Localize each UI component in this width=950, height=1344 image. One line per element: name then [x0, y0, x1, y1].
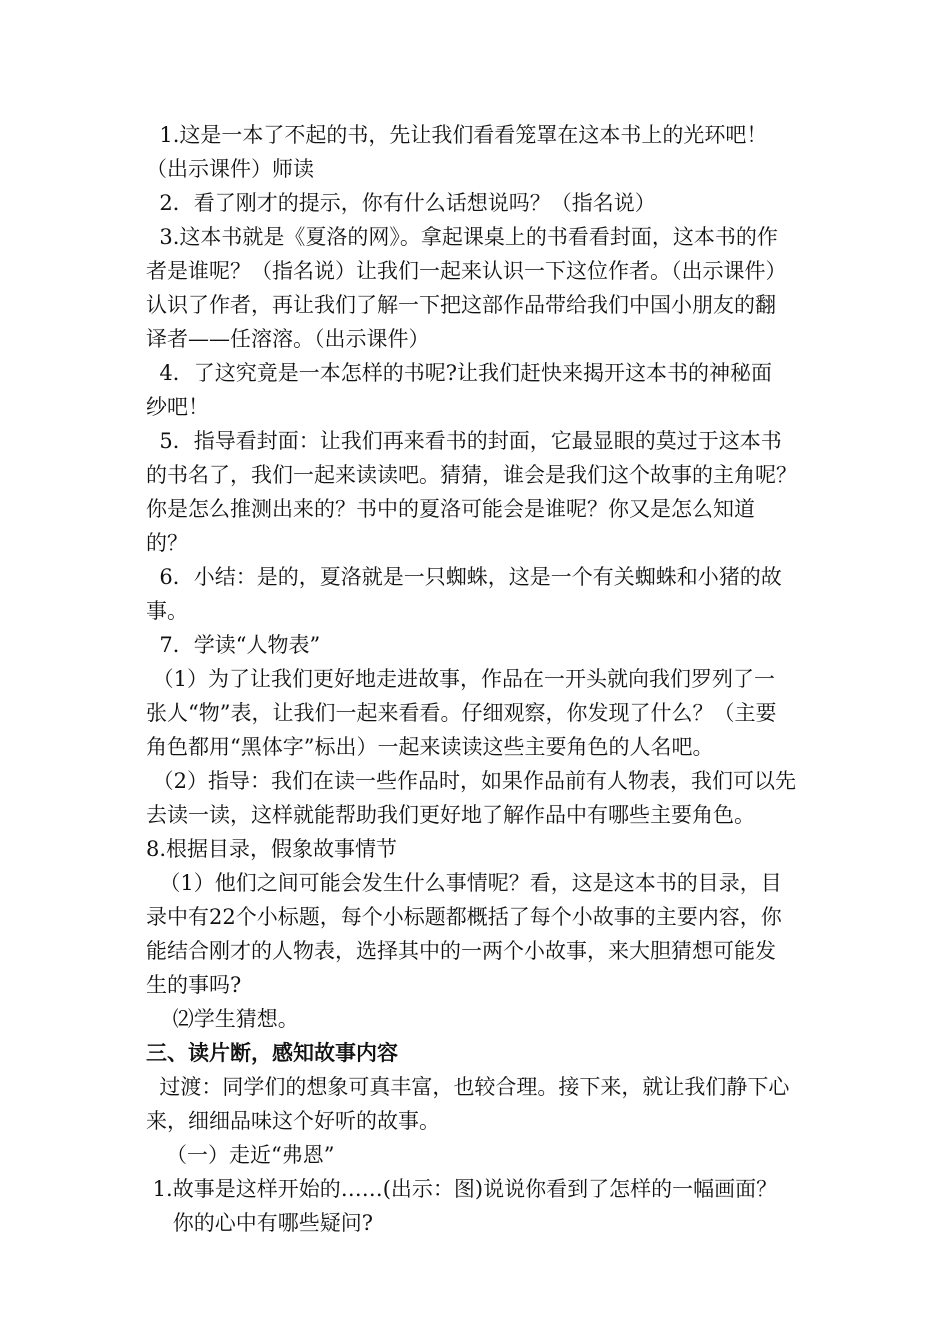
paragraph-line: 过渡：同学们的想象可真丰富，也较合理。接下来，就让我们静下心: [146, 1075, 790, 1099]
paragraph-line: ⑵学生猜想。: [146, 1007, 299, 1031]
paragraph-line: 4．了这究竟是一本怎样的书呢?让我们赶快来揭开这本书的神秘面: [146, 361, 772, 385]
paragraph-line: （出示课件）师读: [146, 157, 314, 181]
paragraph-line: 认识了作者，再让我们了解一下把这部作品带给我们中国小朋友的翻: [146, 293, 776, 317]
paragraph-line: 你是怎么推测出来的？书中的夏洛可能会是谁呢？你又是怎么知道: [146, 497, 755, 521]
paragraph-line: 7．学读“人物表”: [146, 633, 321, 657]
paragraph-line: 生的事吗?: [146, 973, 242, 997]
paragraph-line: 1.故事是这样开始的……(出示：图)说说你看到了怎样的一幅画面？: [146, 1177, 778, 1201]
paragraph-line: 的？: [146, 531, 188, 555]
paragraph-line: 来，细细品味这个好听的故事。: [146, 1109, 440, 1133]
paragraph-line: 8.根据目录，假象故事情节: [146, 837, 398, 861]
paragraph-line: 纱吧！: [146, 395, 209, 419]
paragraph-line: 1.这是一本了不起的书，先让我们看看笼罩在这本书上的光环吧！: [146, 123, 768, 147]
subsection-heading: （一）走近“弗恩”: [146, 1143, 335, 1167]
paragraph-line: 5．指导看封面：让我们再来看书的封面，它最显眼的莫过于这本书: [146, 429, 782, 453]
paragraph-line: 张人“物”表，让我们一起来看看。仔细观察，你发现了什么？（主要: [146, 701, 777, 725]
paragraph-line: 录中有22个小标题，每个小标题都概括了每个小故事的主要内容，你: [146, 905, 782, 929]
paragraph-line: 2．看了刚才的提示，你有什么话想说吗？（指名说）: [146, 191, 656, 215]
paragraph-line: 事。: [146, 599, 188, 623]
paragraph-line: 你的心中有哪些疑问?: [146, 1211, 373, 1235]
paragraph-line: 的书名了，我们一起来读读吧。猜猜，谁会是我们这个故事的主角呢？: [146, 463, 797, 487]
paragraph-line: 译者——任溶溶。（出示课件）: [146, 327, 430, 351]
paragraph-line: 去读一读，这样就能帮助我们更好地了解作品中有哪些主要角色。: [146, 803, 755, 827]
section-heading: 三、读片断，感知故事内容: [146, 1040, 398, 1065]
paragraph-line: 角色都用“黑体字”标出）一起来读读这些主要角色的人名吧。: [146, 735, 714, 759]
paragraph-line: 者是谁呢？（指名说）让我们一起来认识一下这位作者。（出示课件）: [146, 259, 787, 283]
paragraph-line: 6．小结：是的，夏洛就是一只蜘蛛，这是一个有关蜘蛛和小猪的故: [146, 565, 782, 589]
paragraph-line: 3.这本书就是《夏洛的网》。拿起课桌上的书看看封面，这本书的作: [146, 225, 778, 249]
paragraph-line: （2）指导：我们在读一些作品时，如果作品前有人物表，我们可以先: [146, 769, 797, 793]
paragraph-line: （1）为了让我们更好地走进故事，作品在一开头就向我们罗列了一: [146, 667, 776, 691]
paragraph-line: （1）他们之间可能会发生什么事情呢？看，这是这本书的目录，目: [146, 871, 782, 895]
paragraph-line: 能结合刚才的人物表，选择其中的一两个小故事，来大胆猜想可能发: [146, 939, 776, 963]
